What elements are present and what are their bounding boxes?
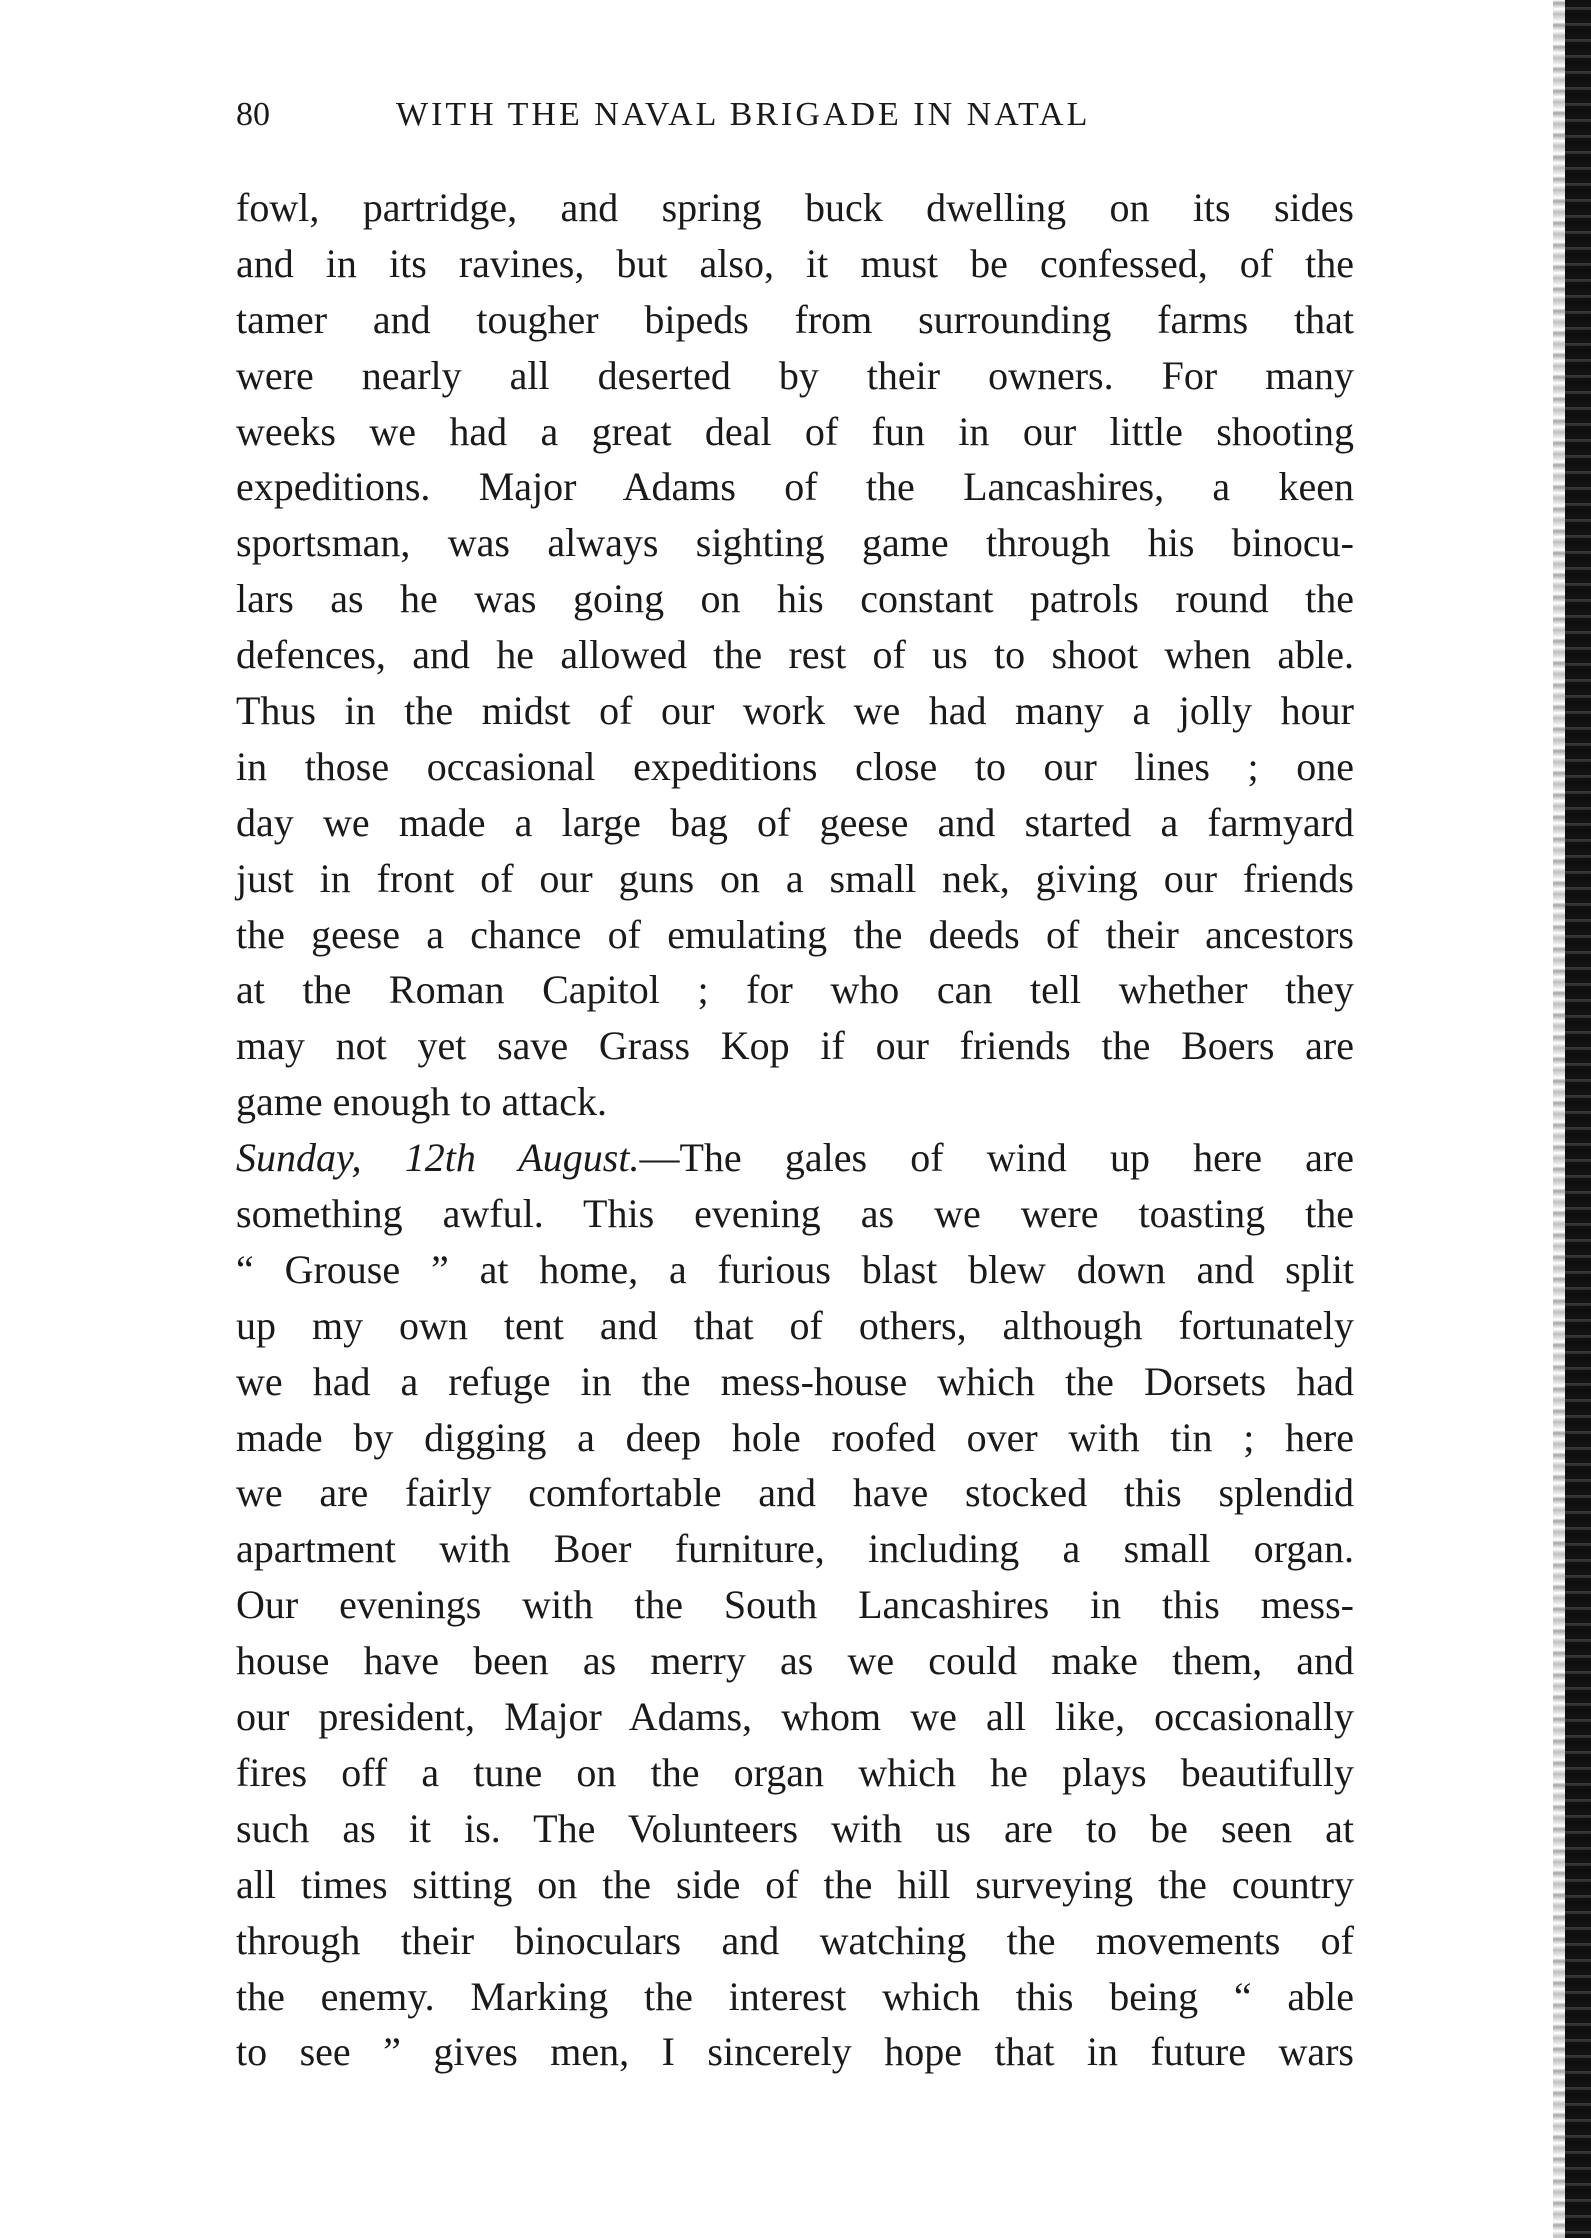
text-line: all times sitting on the side of the hill surveying the country <box>236 1861 1354 1907</box>
book-spine-edge <box>1565 0 1591 2238</box>
text-line: defences, and he allowed the rest of us to shoot when able. <box>236 632 1354 678</box>
text-line: such as it is. The Volunteers with us are to be seen at <box>236 1805 1354 1851</box>
entry-date-continuation: —The gales of wind up here are <box>639 1135 1354 1181</box>
text-line: were nearly all deserted by their owners. For many <box>236 352 1354 398</box>
text-line: in those occasional expeditions close to our lines ; one <box>236 743 1354 789</box>
text-line: expeditions. Major Adams of the Lancashires, a keen <box>236 464 1354 510</box>
text-line: up my own tent and that of others, although fortunately <box>236 1302 1354 1348</box>
running-title: WITH THE NAVAL BRIGADE IN NATAL <box>396 96 1091 133</box>
text-line: something awful. This evening as we were toasting the <box>236 1191 1354 1237</box>
dated-entry-line <box>236 1130 1354 1186</box>
text-line: lars as he was going on his constant patrols round the <box>236 576 1354 622</box>
text-line: tamer and tougher bipeds from surrounding farms that <box>236 296 1354 342</box>
text-line: weeks we had a great deal of fun in our little shooting <box>236 408 1354 454</box>
text-line: our president, Major Adams, whom we all like, occasionally <box>236 1694 1354 1740</box>
text-line: “ Grouse ” at home, a furious blast blew down and split <box>236 1246 1354 1292</box>
text-line: day we made a large bag of geese and started a farmyard <box>236 799 1354 845</box>
text-line: at the Roman Capitol ; for who can tell whether they <box>236 967 1354 1013</box>
text-line: fires off a tune on the organ which he plays beautifully <box>236 1749 1354 1795</box>
text-line: we had a refuge in the mess-house which the Dorsets had <box>236 1358 1354 1404</box>
text-line: through their binoculars and watching the movements of <box>236 1917 1354 1963</box>
text-line: made by digging a deep hole roofed over with tin ; here <box>236 1414 1354 1460</box>
text-line: to see ” gives men, I sincerely hope that in future wars <box>236 2029 1354 2075</box>
body-text <box>236 180 1354 2080</box>
text-line: house have been as merry as we could make them, and <box>236 1638 1354 1684</box>
entry-date: Sunday, 12th August. <box>236 1135 640 1181</box>
text-line: sportsman, was always sighting game through his binocu- <box>236 520 1354 566</box>
text-line: may not yet save Grass Kop if our friends the Boers are <box>236 1023 1354 1069</box>
text-line: the geese a chance of emulating the deeds of their ancestors <box>236 911 1354 957</box>
text-line: Thus in the midst of our work we had many a jolly hour <box>236 688 1354 734</box>
text-line: and in its ravines, but also, it must be confessed, of the <box>236 240 1354 286</box>
text-line: Our evenings with the South Lancashires in this mess- <box>236 1582 1354 1628</box>
text-line: we are fairly comfortable and have stocked this splendid <box>236 1470 1354 1516</box>
paragraph-last-line: game enough to attack. <box>236 1079 607 1125</box>
text-line: apartment with Boer furniture, including a small organ. <box>236 1526 1354 1572</box>
text-line: the enemy. Marking the interest which this being “ able <box>236 1973 1354 2019</box>
text-line: just in front of our guns on a small nek, giving our friends <box>236 855 1354 901</box>
page-number: 80 <box>236 96 270 133</box>
text-line: fowl, partridge, and spring buck dwelling on its sides <box>236 185 1354 230</box>
